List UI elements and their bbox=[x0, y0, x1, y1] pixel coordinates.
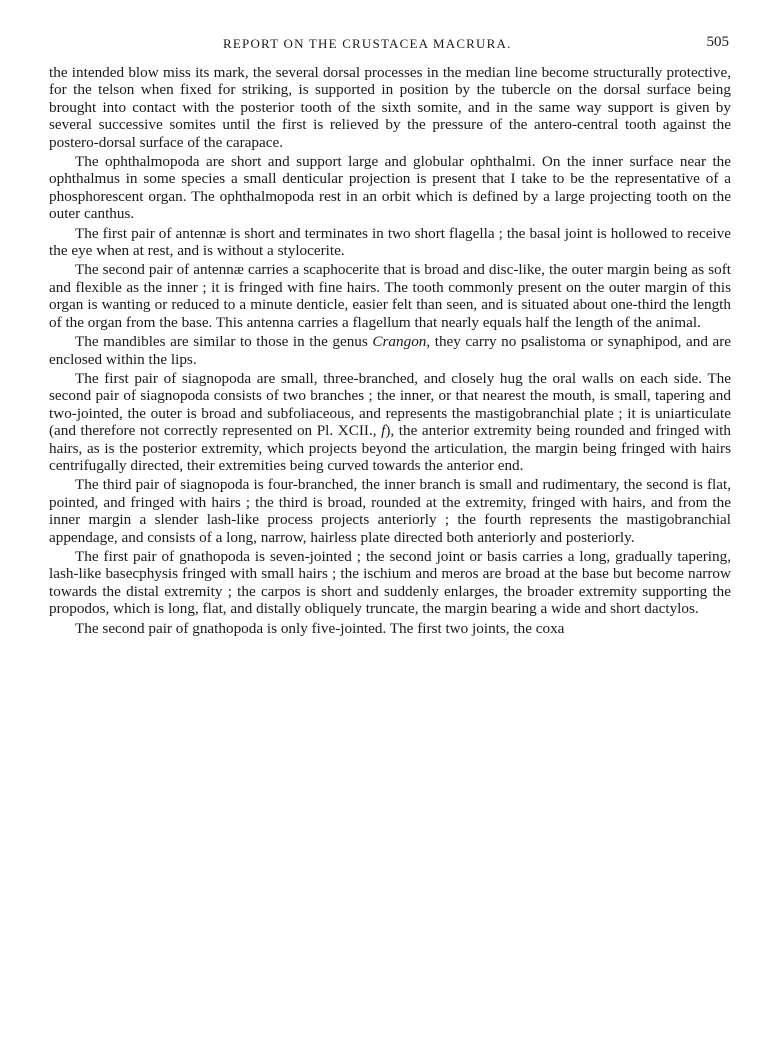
paragraph-mandibles bbox=[49, 333, 731, 368]
paragraph-siagnopoda-third: The third pair of siagnopoda is four-branched, the inner branch is small and rudimentary, the second is flat, pointed, and fringed with hairs ; the third is broad, rounded at the extremity, fringed with hairs, and from the inner margin a slender lash-like process projects anteriorly ; the fourth represents the mastigobranchial appendage, and consists of a long, narrow, hairless plate directed both anteriorly and posteriorly. bbox=[49, 476, 731, 546]
paragraph-first-antennae: The first pair of antennæ is short and terminates in two short flagella ; the basal joint is hollowed to receive the eye when at rest, and is without a stylocerite. bbox=[49, 224, 731, 260]
paragraph-text: ), the anterior extremity being rounded and fringed with hairs, as is the posterior extremity, which projects beyond the articulation, the margin being fringed with hairs centrifugally directed, their extremities being curved towards the anterior end. bbox=[49, 422, 731, 474]
paragraph-gnathopoda-first: The first pair of gnathopoda is seven-jointed ; the second joint or basis carries a long, gradually tapering, lash-like basecphysis fringed with small hairs ; the ischium and meros are broad at the base but become narrow towards the distal extremity ; the carpos is short and suddenly enlarges, the broader extremity supporting the propodos, which is long, flat, and distally obliquely truncate, the margin bearing a wide and short dactylos. bbox=[49, 547, 731, 618]
paragraph-gnathopoda-second: The second pair of gnathopoda is only five-jointed. The first two joints, the coxa bbox=[75, 619, 565, 637]
genus-name-italic: Crangon bbox=[372, 333, 427, 351]
paragraph-text: , they carry no psalistoma or synaphipod, and are enclosed within the lips. bbox=[49, 333, 732, 368]
paragraph-telson-support: the intended blow miss its mark, the several dorsal processes in the median line become structurally protective, for the telson when fixed for striking, is supported in position by the tubercle on the dorsal surface being brought into contact with the posterior tooth of the sixth somite, and in the same way support is given by several successive somites until the first is relieved by the pressure of the antero-central tooth against the postero-dorsal surface of the carapace. bbox=[49, 64, 731, 151]
body-text bbox=[49, 64, 731, 637]
paragraph-second-antennae: The second pair of antennæ carries a scaphocerite that is broad and disc-like, the outer margin being as soft and flexible as the inner ; it is fringed with fine hairs. The tooth commonly present on the outer margin of this organ is wanting or reduced to a minute denticle, easier felt than seen, and is situated about one-third the length of the organ from the base. This antenna carries a flagellum that nearly equals half the length of the animal. bbox=[49, 261, 731, 331]
running-title: REPORT ON THE CRUSTACEA MACRURA. bbox=[223, 36, 512, 51]
paragraph-siagnopoda-first-second bbox=[49, 370, 731, 474]
paragraph-ophthalmopoda: The ophthalmopoda are short and support large and globular ophthalmi. On the inner surface near the ophthalmus in some species a small denticular projection is present that I take to be the representative of a phosphorescent organ. The ophthalmopoda rest in an orbit which is defined by a large projecting tooth on the outer canthus. bbox=[49, 153, 731, 223]
paragraph-text: The mandibles are similar to those in the genus bbox=[75, 333, 373, 351]
running-header bbox=[49, 30, 731, 56]
page-number: 505 bbox=[706, 34, 729, 50]
plate-figure-italic: f bbox=[381, 422, 386, 440]
document-page bbox=[49, 30, 731, 639]
paragraph-text: The first pair of siagnopoda are small, three-branched, and closely hug the oral walls on each side. The second pair of siagnopoda consists of two branches ; the inner, or that nearest the mouth, is small, tapering and two-jointed, the outer is broad and subfoliaceous, and represents the mastigobranchial plate ; it is uniarticulate (and therefore not correctly represented on Pl. XCII., bbox=[49, 369, 731, 440]
